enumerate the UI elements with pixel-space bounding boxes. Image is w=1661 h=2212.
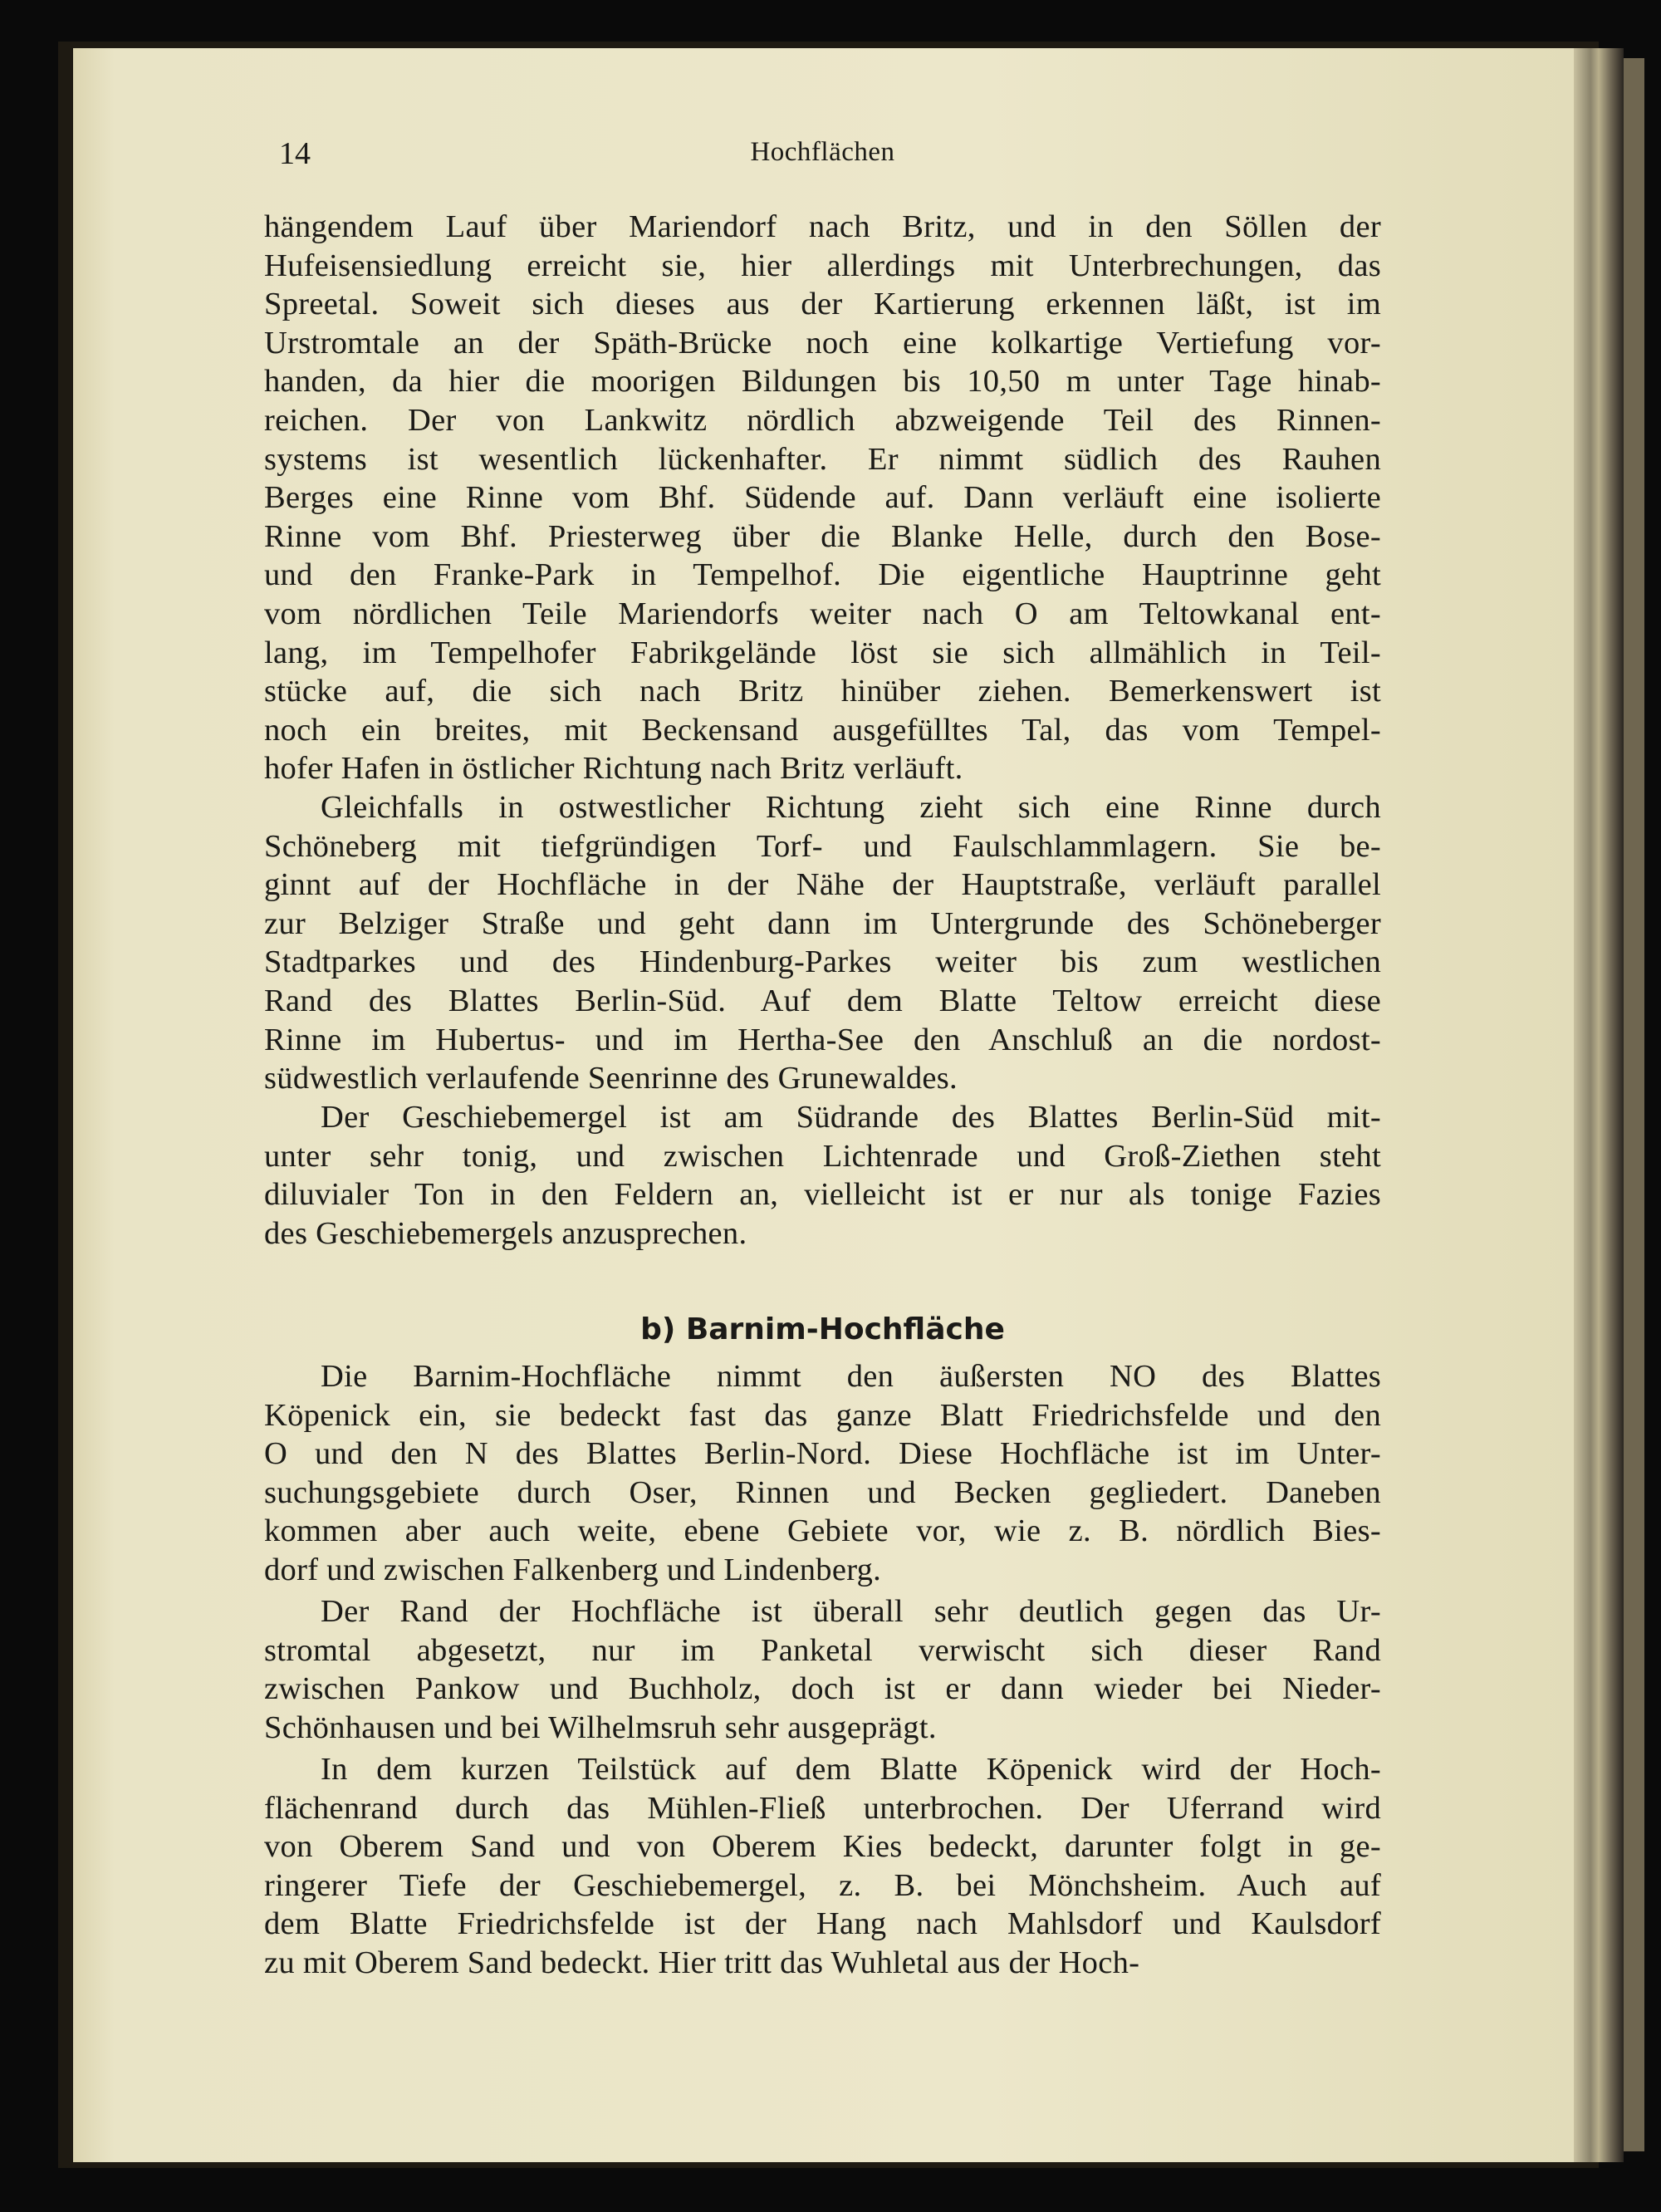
text-line: Berges eine Rinne vom Bhf. Südende auf. Dann verläuft eine isolierte: [264, 480, 1381, 516]
text-line: unter sehr tonig, und zwischen Lichtenrade und Groß-Ziethen steht: [264, 1138, 1381, 1174]
text-line: In dem kurzen Teilstück auf dem Blatte Köpenick wird der Hoch-: [321, 1752, 1381, 1787]
text-line: Rinne vom Bhf. Priesterweg über die Blanke Helle, durch den Bose-: [264, 518, 1381, 554]
text-line: O und den N des Blattes Berlin-Nord. Diese Hochfläche ist im Unter-: [264, 1436, 1381, 1472]
text-line: kommen aber auch weite, ebene Gebiete vor, wie z. B. nördlich Bies-: [264, 1513, 1381, 1549]
paragraph: [264, 788, 1381, 1098]
text-line: zu mit Oberem Sand bedeckt. Hier tritt das Wuhletal aus der Hoch-: [264, 1945, 1140, 1980]
running-title: Hochflächen: [750, 137, 895, 167]
paragraph: [264, 1357, 1381, 1590]
facing-page-strip: [1624, 58, 1644, 2151]
text-line: von Oberem Sand und von Oberem Kies bedeckt, darunter folgt in ge-: [264, 1829, 1381, 1865]
text-line: Der Geschiebemergel ist am Südrande des Blattes Berlin-Süd mit-: [321, 1100, 1381, 1135]
running-head: [264, 135, 1381, 177]
text-line: suchungsgebiete durch Oser, Rinnen und Becken gegliedert. Daneben: [264, 1474, 1381, 1510]
text-line: handen, da hier die moorigen Bildungen bis 10,50 m unter Tage hinab-: [264, 364, 1381, 400]
text-line: hofer Hafen in östlicher Richtung nach Britz verläuft.: [264, 751, 963, 787]
text-line: vom nördlichen Teile Mariendorfs weiter nach O am Teltowkanal ent-: [264, 596, 1381, 631]
paragraph: [264, 1098, 1381, 1253]
text-line: ginnt auf der Hochfläche in der Nähe der Hauptstraße, verläuft parallel: [264, 867, 1381, 903]
text-line: Die Barnim-Hochfläche nimmt den äußersten NO des Blattes: [321, 1359, 1381, 1394]
text-line: Spreetal. Soweit sich dieses aus der Kartierung erkennen läßt, ist im: [264, 287, 1381, 322]
text-line: Köpenick ein, sie bedeckt fast das ganze Blatt Friedrichsfelde und den: [264, 1397, 1381, 1433]
text-line: Der Rand der Hochfläche ist überall sehr deutlich gegen das Ur-: [321, 1594, 1381, 1629]
text-line: südwestlich verlaufende Seenrinne des Grunewaldes.: [264, 1061, 958, 1096]
page-edge: [1574, 48, 1624, 2162]
text-line: Urstromtale an der Späth-Brücke noch eine kolkartige Vertiefung vor-: [264, 325, 1381, 360]
text-line: Gleichfalls in ostwestlicher Richtung zieht sich eine Rinne durch: [321, 790, 1381, 825]
text-line: noch ein breites, mit Beckensand ausgefülltes Tal, das vom Tempel-: [264, 712, 1381, 748]
text-line: Schönhausen und bei Wilhelmsruh sehr ausgeprägt.: [264, 1709, 937, 1745]
text-line: stücke auf, die sich nach Britz hinüber ziehen. Bemerkenswert ist: [264, 674, 1381, 709]
paragraph: [264, 1750, 1381, 1983]
section-heading: b) Barnim-Hochfläche: [640, 1312, 1005, 1346]
text-line: und den Franke-Park in Tempelhof. Die eigentliche Hauptrinne geht: [264, 557, 1381, 593]
text-line: Rand des Blattes Berlin-Süd. Auf dem Blatte Teltow erreicht diese: [264, 983, 1381, 1018]
text-line: zur Belziger Straße und geht dann im Untergrunde des Schöneberger: [264, 905, 1381, 941]
text-line: des Geschiebemergels anzusprechen.: [264, 1215, 747, 1251]
text-line: Stadtparkes und des Hindenburg-Parkes weiter bis zum westlichen: [264, 944, 1381, 980]
text-line: stromtal abgesetzt, nur im Panketal verwischt sich dieser Rand: [264, 1632, 1381, 1668]
text-line: lang, im Tempelhofer Fabrikgelände löst sie sich allmählich in Teil-: [264, 635, 1381, 670]
text-line: diluvialer Ton in den Feldern an, vielleicht ist er nur als tonige Fazies: [264, 1177, 1381, 1213]
text-line: dem Blatte Friedrichsfelde ist der Hang nach Mahlsdorf und Kaulsdorf: [264, 1906, 1381, 1942]
text-line: reichen. Der von Lankwitz nördlich abzweigende Teil des Rinnen-: [264, 402, 1381, 438]
text-line: Hufeisensiedlung erreicht sie, hier allerdings mit Unterbrechungen, das: [264, 248, 1381, 283]
page-number: 14: [279, 136, 311, 171]
text-line: dorf und zwischen Falkenberg und Lindenberg.: [264, 1552, 882, 1587]
text-line: Schöneberg mit tiefgründigen Torf- und Faulschlammlagern. Sie be-: [264, 828, 1381, 864]
paragraph: [264, 208, 1381, 788]
paragraph: [264, 1592, 1381, 1747]
text-line: systems ist wesentlich lückenhafter. Er nimmt südlich des Rauhen: [264, 441, 1381, 477]
text-line: hängendem Lauf über Mariendorf nach Britz, und in den Söllen der: [264, 209, 1381, 244]
text-line: flächenrand durch das Mühlen-Fließ unterbrochen. Der Uferrand wird: [264, 1790, 1381, 1826]
text-line: ringerer Tiefe der Geschiebemergel, z. B. bei Mönchsheim. Auch auf: [264, 1867, 1381, 1903]
text-line: zwischen Pankow und Buchholz, doch ist er dann wieder bei Nieder-: [264, 1671, 1381, 1707]
text-line: Rinne im Hubertus- und im Hertha-See den Anschluß an die nordost-: [264, 1022, 1381, 1057]
